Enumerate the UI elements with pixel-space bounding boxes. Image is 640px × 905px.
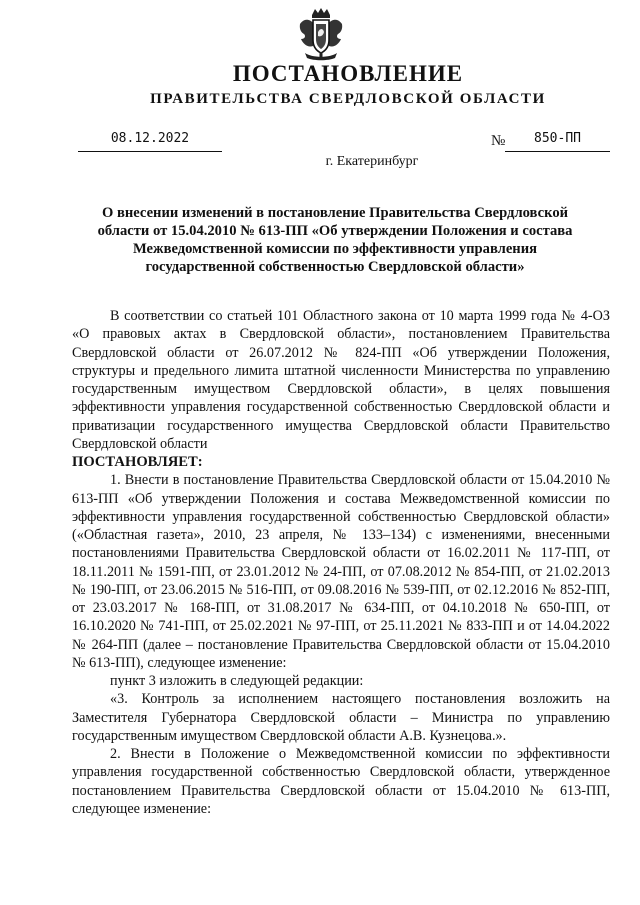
document-date: 08.12.2022 [78, 131, 222, 152]
coat-of-arms-icon [296, 6, 346, 62]
issuer-subtitle: ПРАВИТЕЛЬСТВА СВЕРДЛОВСКОЙ ОБЛАСТИ [150, 91, 546, 107]
city-label: г. Екатеринбург [325, 154, 419, 169]
document-heading: О внесении изменений в постановление Правительства Свердловской области от 15.04.2010 № 613-ПП «Об утверждении Положения и состава Межведомственной комиссии по эффективности управления государственной собственностью Свердловской области» [97, 205, 573, 275]
item-1-paragraph: 1. Внести в постановление Правительства Свердловской области от 15.04.2010 № 613-ПП «Об утверждении Положения и состава Межведомственной комиссии по эффективности управления государственной собственностью Свердловской области» («Областная газета», 2010, 23 апреля, № 133–134) с изменениями, внесенными постановлениями Правительства Свердловской области от 16.02.2011 № 117-ПП, от 18.11.2011 № 1591-ПП, от 23.01.2012 № 24-ПП, от 07.08.2012 № 854-ПП, от 21.02.2013 № 190-ПП, от 23.06.2015 № 516-ПП, от 09.08.2016 № 539-ПП, от 02.12.2016 № 852-ПП, от 23.03.2017 № 168-ПП, от 31.08.2017 № 634-ПП, от 04.10.2018 № 650-ПП, от 16.10.2020 № 741-ПП, от 25.02.2021 № 97-ПП, от 25.11.2021 № 833-ПП и от 14.04.2022 № 264-ПП (далее – постановление Правительства Свердловской области от 15.04.2010 № 613-ПП), следующее изменение: [72, 472, 610, 671]
page-title: ПОСТАНОВЛЕНИЕ [232, 61, 464, 86]
resolves-heading: ПОСТАНОВЛЯЕТ: [72, 454, 203, 470]
document-number: 850-ПП [505, 131, 610, 152]
item-2-paragraph: 2. Внести в Положение о Межведомственной комиссии по эффективности управления государственной собственностью Свердловской области, утвержденное постановлением Правительства Свердловской области от 15.04.2010 № 613-ПП, следующее изменение: [72, 746, 610, 817]
document-body [72, 307, 610, 818]
number-sign: № [491, 133, 506, 149]
item-1-sub-paragraph: пункт 3 изложить в следующей редакции: [110, 673, 364, 689]
preamble-paragraph: В соответствии со статьей 101 Областного закона от 10 марта 1999 года № 4-ОЗ «О правовых актах в Свердловской области», постановлением Правительства Свердловской области от 26.07.2012 № 824-ПП «Об утверждении Положения, структуры и предельного лимита штатной численности Министерства по управлению государственным имуществом Свердловской области», в целях повышения эффективности управления государственной собственностью Свердловской области и приватизации государственного имущества Свердловской области Правительство Свердловской области [72, 308, 610, 452]
item-1-quote-paragraph: «3. Контроль за исполнением настоящего постановления возложить на Заместителя Губернатора Свердловской области – Министра по управлению государственным имуществом Свердловской области А.В. Кузнецова.». [72, 691, 610, 744]
